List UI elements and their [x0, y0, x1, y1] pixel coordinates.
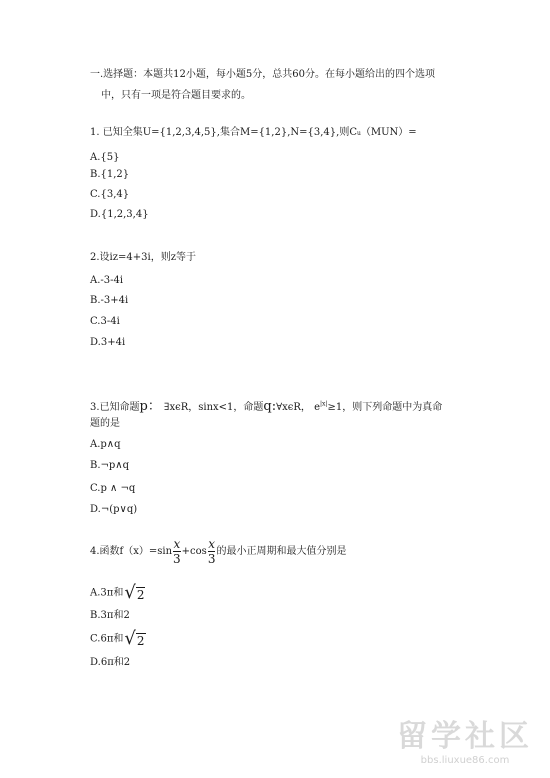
- question-1-subscript: u: [356, 130, 361, 137]
- section-heading-line2: 中，只有一项是符合题目要求的。: [101, 90, 251, 101]
- question-3-text-b: ∃xϵR，sinx<1，命题: [160, 402, 264, 413]
- question-4-option-c-text: C.6π和: [90, 633, 124, 645]
- question-3-option-d: D.¬(p∨q): [90, 504, 138, 515]
- fraction-x-over-3: [173, 538, 181, 565]
- question-1-stem: [90, 128, 417, 138]
- fraction-numerator: x: [173, 537, 181, 551]
- question-4-option-b: B.3π和2: [90, 610, 130, 621]
- fraction-denominator: 3: [173, 552, 181, 566]
- question-4-option-a-text: A.3π和: [90, 587, 124, 599]
- question-3-q-label: q:: [263, 399, 277, 414]
- question-2-option-c: C.3-4i: [90, 316, 120, 327]
- question-2-option-d: D.3+4i: [90, 337, 126, 348]
- fraction-denominator: 3: [207, 552, 216, 566]
- question-3-exp-sup: |x|: [320, 400, 328, 408]
- fraction-numerator: x: [208, 537, 216, 551]
- watermark-url: bbs.liuxue86.com: [420, 755, 510, 766]
- sqrt-symbol: √2: [124, 582, 145, 603]
- question-2-stem: 2.设iz=4+3i，则z等于: [90, 252, 196, 263]
- fraction-x-over-3-second: [208, 538, 216, 565]
- question-4-option-a: [90, 584, 145, 602]
- question-2-option-a: A.-3-4i: [90, 275, 124, 286]
- question-4-stem: [90, 538, 346, 565]
- question-3-option-b: B.¬p∧q: [90, 460, 130, 471]
- question-3-stem: [90, 400, 442, 413]
- radicand: 2: [136, 634, 145, 648]
- question-1-option-a: A.{5}: [90, 152, 120, 163]
- radicand: 2: [136, 588, 145, 602]
- section-heading-line1: 一.选择题：本题共12小题，每小题5分，总共60分。在每小题给出的四个选项: [90, 69, 435, 80]
- question-3-text-a: 3.已知命题: [90, 402, 140, 413]
- sqrt-symbol: √2: [124, 628, 145, 649]
- question-2-option-b: B.-3+4i: [90, 295, 129, 306]
- question-3-text-d: ≥1，则下列命题中为真命: [327, 402, 443, 413]
- question-3-p-label: p：: [139, 399, 161, 414]
- question-3-stem-line2: 题的是: [90, 418, 120, 429]
- question-4-text-a: 4.函数f（x）=sin: [90, 546, 173, 557]
- question-4-tail: 的最小正周期和最大值分别是: [216, 546, 347, 557]
- question-4-text-plus: +cos: [181, 546, 207, 557]
- question-4-option-d: D.6π和2: [90, 657, 131, 668]
- question-3-text-c: ∀xϵR，: [276, 402, 311, 413]
- question-4-option-c: [90, 630, 146, 648]
- question-3-exp-base: e: [314, 402, 321, 413]
- question-1-option-b: B.{1,2}: [90, 169, 130, 180]
- watermark-text: 留学社区: [397, 719, 533, 754]
- question-1-text: 1. 已知全集U={1,2,3,4,5},集合M={1,2},N={3,4},则C: [90, 127, 357, 138]
- site-watermark: [390, 719, 540, 768]
- question-3-option-a: A.p∧q: [90, 439, 121, 450]
- question-1-tail: （MUN）=: [360, 127, 417, 138]
- question-1-option-c: C.{3,4}: [90, 189, 130, 200]
- question-1-option-d: D.{1,2,3,4}: [90, 209, 149, 220]
- question-3-option-c: C.p ∧ ¬q: [90, 483, 136, 494]
